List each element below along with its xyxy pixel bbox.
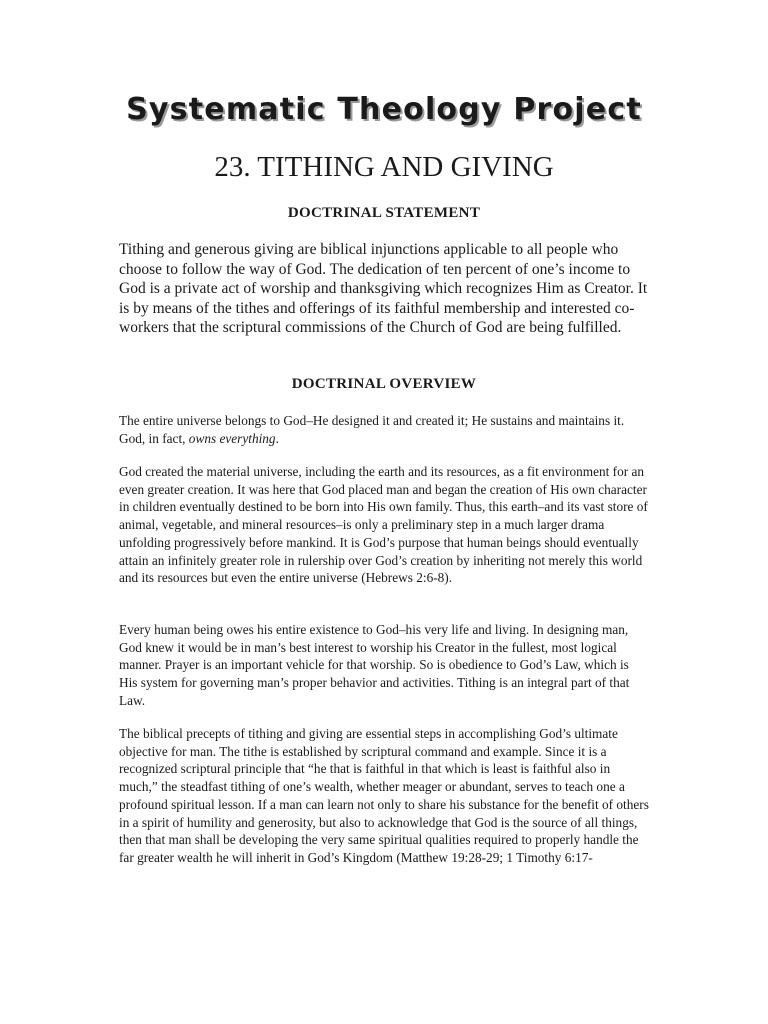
overview-paragraph-2: God created the material universe, including the earth and its resources, as a fit environment for an even greater creation. It was here that God placed man and began the creation of His own character in children eventually destined to be born into His own family. Thus, this earth–and its vast store of animal, vegetable, and mineral resources–is only a preliminary step in a much larger drama unfolding progressively before mankind. It is God’s purpose that human beings should eventually attain an infinitely greater role in rulership over God’s creation by inheriting not merely this world and its resources but even the entire universe (Hebrews 2:6-8). [119, 464, 648, 586]
doctrinal-overview-heading: DOCTRINAL OVERVIEW [291, 376, 477, 392]
overview-paragraph-4: The biblical precepts of tithing and giving are essential steps in accomplishing God’s ultimate objective for man. The tithe is established by scriptural command and example. Since it is a recognized scriptural principle that “he that is faithful in that which is least is faithful also in much,” the steadfast tithing of one’s wealth, whether meager or abundant, serves to teach one a profound spiritual lesson. If a man can learn not only to share his substance for the benefit of others in a spirit of humility and generosity, but also to acknowledge that God is the source of all things, then that man shall be developing the very same spiritual qualities required to properly handle the far greater wealth he will inherit in God’s Kingdom (Matthew 19:28-29; 1 Timothy 6:17- [119, 726, 649, 865]
overview-paragraph-1-text: The entire universe belongs to God–He designed it and created it; He sustains and maintains it. God, in fact, [119, 413, 625, 446]
chapter-title: 23. TITHING AND GIVING [214, 151, 554, 183]
overview-paragraph-3: Every human being owes his entire existence to God–his very life and living. In designing man, God knew it would be in man’s best interest to worship his Creator in the fullest, most logical manner. Prayer is an important vehicle for that worship. So is obedience to God’s Law, which is His system for governing man’s proper behavior and activities. Tithing is an integral part of that Law. [119, 622, 630, 708]
overview-paragraph-1-emphasis: owns everything [188, 430, 276, 446]
overview-paragraph-1 [119, 412, 649, 447]
doctrinal-statement-text: Tithing and generous giving are biblical injunctions applicable to all people who choose to follow the way of God. The dedication of ten percent of one’s income to God is a private act of worship and thanksgiving which recognizes Him as Creator. It is by means of the tithes and offerings of its faithful membership and interested co-workers that the scriptural commissions of the Church of God are being fulfilled. [119, 241, 648, 337]
overview-paragraph-1-end: . [275, 430, 279, 446]
doctrinal-statement-heading: DOCTRINAL STATEMENT [287, 205, 481, 221]
project-title: Systematic Theology Project [126, 92, 642, 127]
